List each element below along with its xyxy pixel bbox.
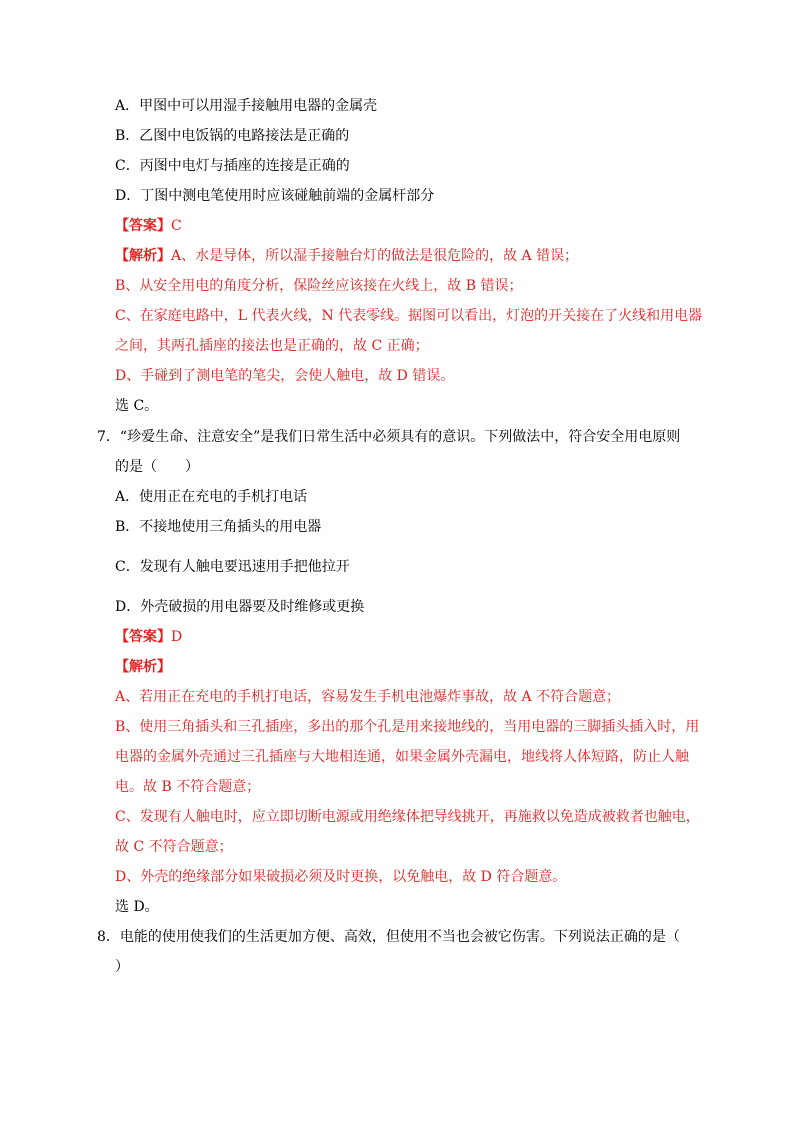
q7-answer-value: D [171,629,183,645]
q7-analysis-line-b: B、使用三角插头和三孔插座，多出的那个孔是用来接地线的，当用电器的三脚插头插入时，用 [115,719,700,735]
q6-answer-label: 【答案】 [115,218,171,234]
q7-analysis-line-c: C、发现有人触电时，应立即切断电源或用绝缘体把导线挑开，再施救以免造成被救者也触电， [115,809,700,825]
q7-analysis-line-b-cont2: 电。故 B 不符合题意； [115,779,261,795]
q7-answer [115,627,182,647]
q7-option-b: B．不接地使用三角插头的用电器 [115,519,322,535]
q7-analysis-line-b-cont1: 电器的金属外壳通过三孔插座与大地相连通，如果金属外壳漏电，地线将人体短路，防止人触 [115,749,689,765]
q6-analysis-line-b: B、从安全用电的角度分析，保险丝应该接在火线上，故 B 错误； [115,278,523,294]
q6-option-b: B．乙图中电饭锅的电路接法是正确的 [115,128,350,144]
q7-option-d: D．外壳破损的用电器要及时维修或更换 [115,599,365,615]
q6-answer-value: C [171,218,182,234]
q7-analysis-line-d: D、外壳的绝缘部分如果破损必须及时更换，以免触电，故 D 符合题意。 [115,869,567,885]
q7-answer-label: 【答案】 [115,629,171,645]
q6-analysis-label: 【解析】 [115,248,171,264]
q6-conclusion: 选 C。 [115,398,159,414]
q6-answer [115,216,182,236]
q7-option-c: C．发现有人触电要迅速用手把他拉开 [115,559,350,575]
q7-analysis-label: 【解析】 [115,659,171,675]
q7-stem: 7．“珍爱生命、注意安全”是我们日常生活中必须具有的意识。下列做法中，符合安全用电原则 [97,429,681,445]
q6-option-c: C．丙图中电灯与插座的连接是正确的 [115,158,350,174]
q8-stem-cont: ） [115,959,129,975]
q6-option-d: D．丁图中测电笔使用时应该碰触前端的金属杆部分 [115,188,435,204]
q6-analysis-line-c: C、在家庭电路中，L 代表火线，N 代表零线。据图可以看出，灯泡的开关接在了火线和用电器 [115,308,703,324]
q7-option-a: A．使用正在充电的手机打电话 [115,489,308,505]
q7-analysis-line-c-cont: 故 C 不符合题意； [115,839,233,855]
q7-analysis-line-a: A、若用正在充电的手机打电话，容易发生手机电池爆炸事故，故 A 不符合题意； [115,689,621,705]
q6-analysis-line-a: A、水是导体，所以湿手接触台灯的做法是很危险的，故 A 错误； [171,248,579,264]
q7-stem-cont: 的是（ ） [115,459,199,475]
q6-analysis [115,246,578,266]
q6-analysis-line-c-cont: 之间，其两孔插座的接法也是正确的，故 C 正确； [115,338,429,354]
q6-option-a: A．甲图中可以用湿手接触用电器的金属壳 [115,98,378,114]
q8-stem: 8．电能的使用使我们的生活更加方便、高效，但使用不当也会被它伤害。下列说法正确的是（ [97,929,680,945]
q7-conclusion: 选 D。 [115,899,159,915]
q6-analysis-line-d: D、手碰到了测电笔的笔尖，会使人触电，故 D 错误。 [115,368,455,384]
